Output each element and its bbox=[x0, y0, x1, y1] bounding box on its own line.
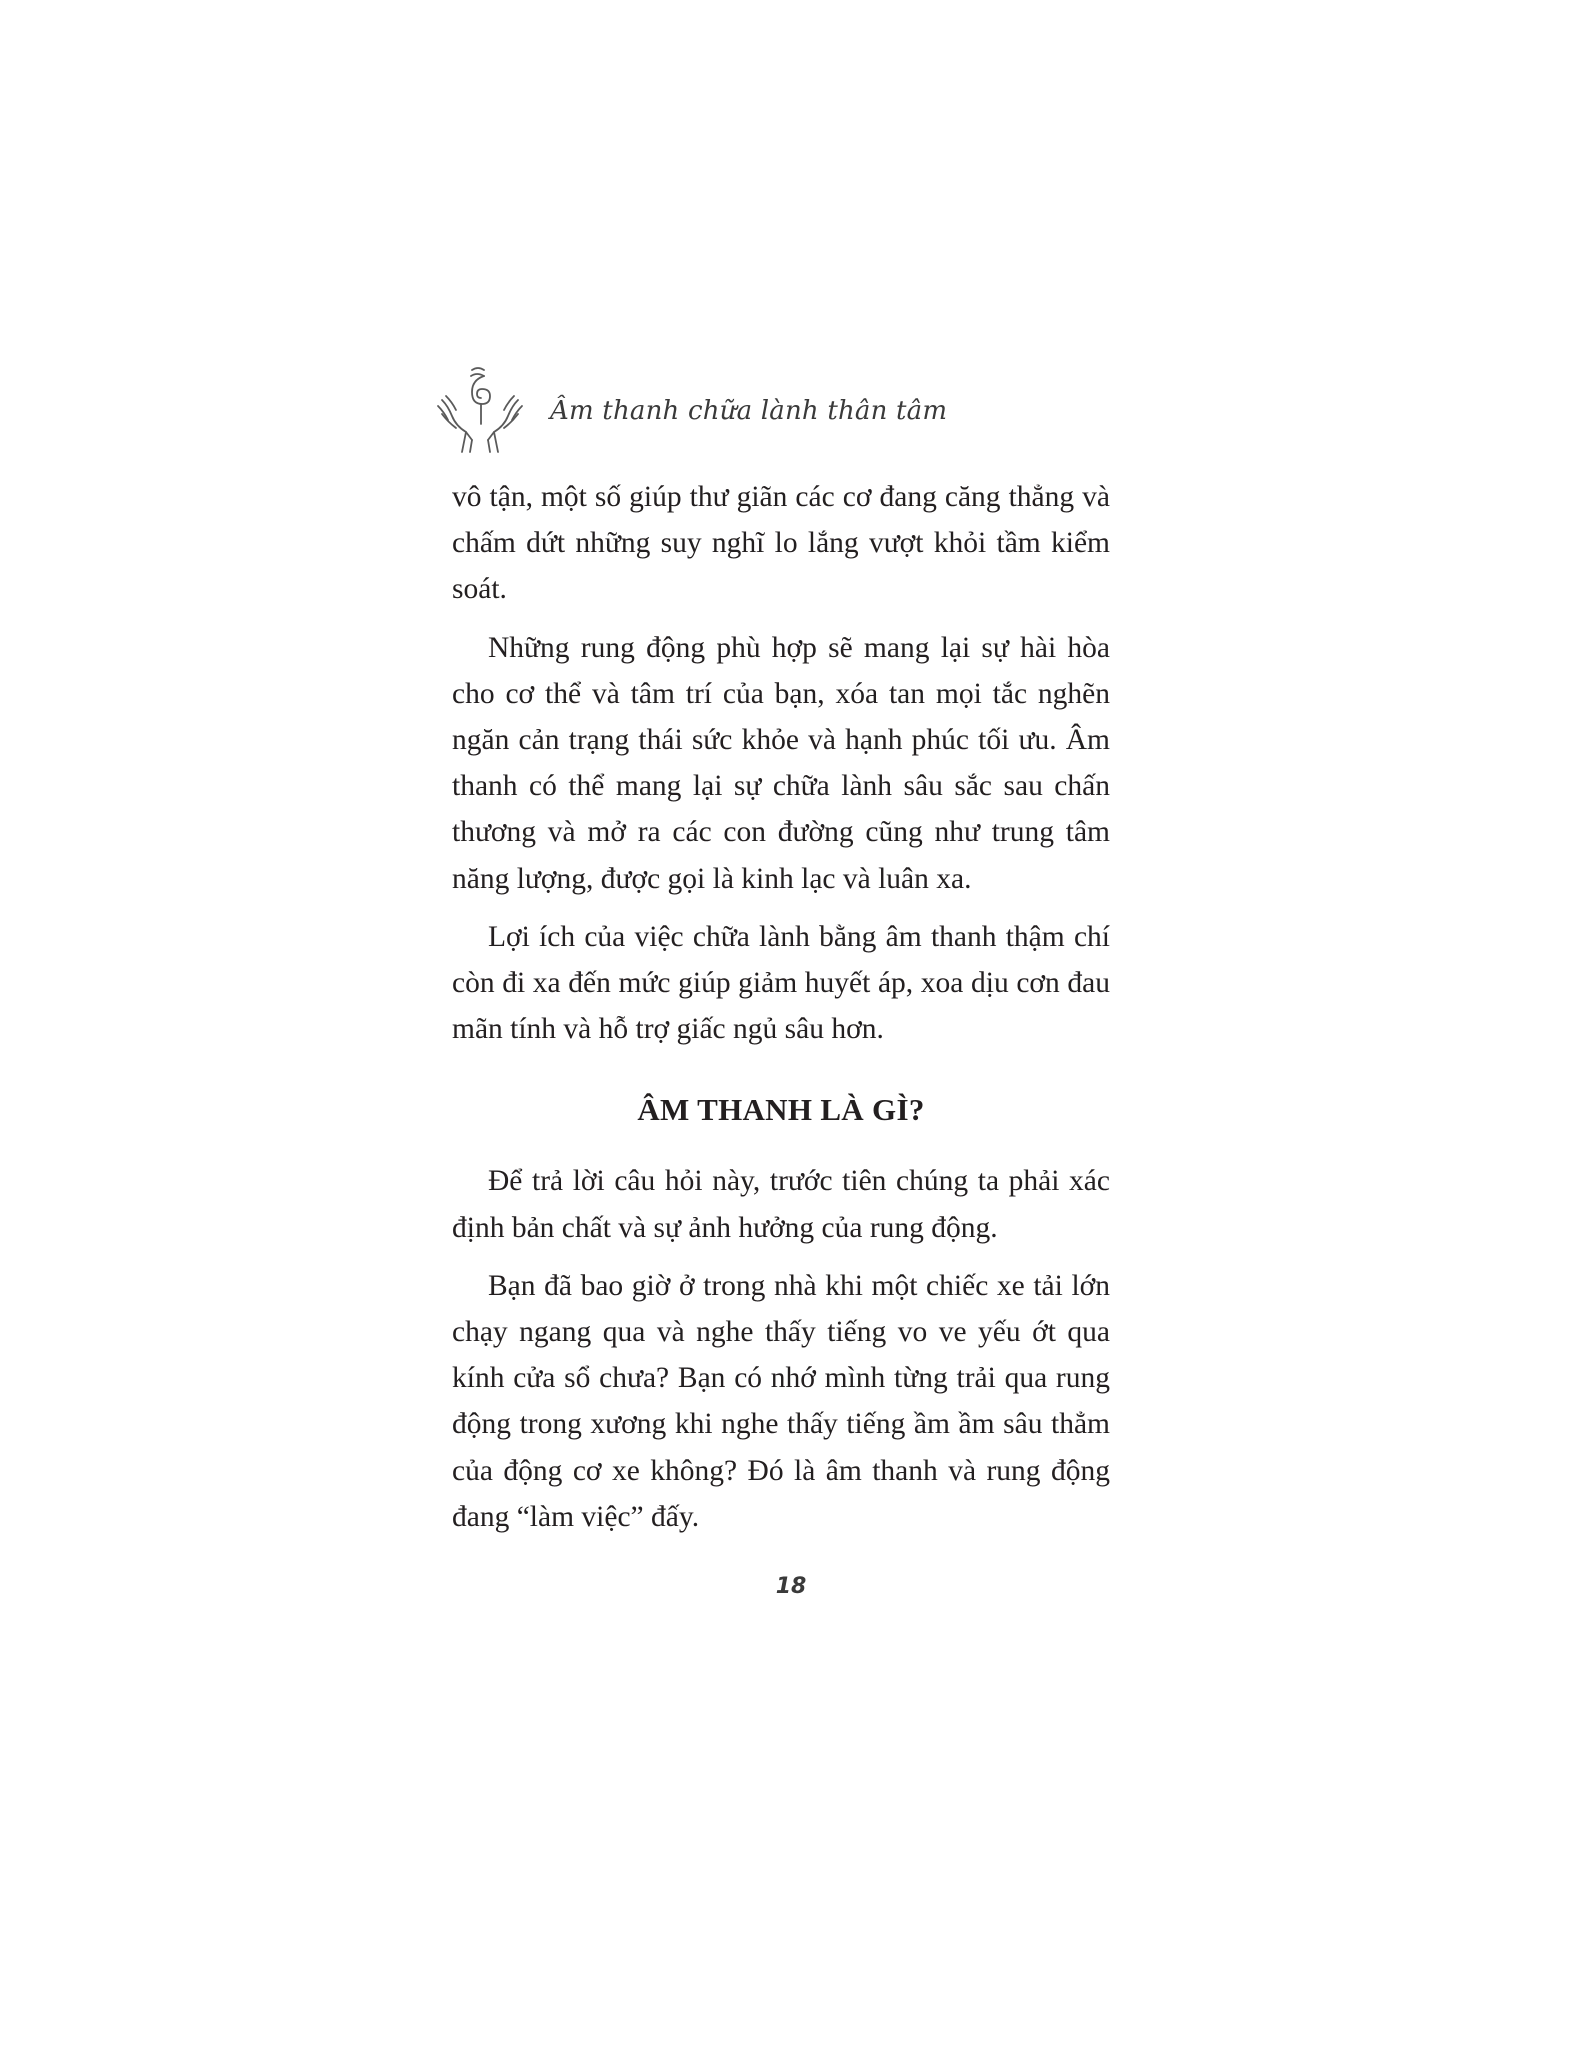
paragraph: Lợi ích của việc chữa lành bằng âm thanh thậm chí còn đi xa đến mức giúp giảm huyết áp, xoa dịu cơn đau mãn tính và hỗ trợ giấc ngủ sâu hơn. bbox=[452, 920, 1110, 1046]
body-text bbox=[452, 474, 1110, 1540]
section-heading: ÂM THANH LÀ GÌ? bbox=[637, 1092, 925, 1128]
paragraph-continued: vô tận, một số giúp thư giãn các cơ đang căng thẳng và chấm dứt những suy nghĩ lo lắng vượt khỏi tầm kiểm soát. bbox=[452, 481, 1110, 606]
running-header bbox=[432, 362, 1132, 462]
running-header-title: Âm thanh chữa lành thân tâm bbox=[550, 396, 948, 426]
paragraph: Để trả lời câu hỏi này, trước tiên chúng ta phải xác định bản chất và sự ảnh hưởng của rung động. bbox=[452, 1165, 1110, 1244]
paragraph: Bạn đã bao giờ ở trong nhà khi một chiếc xe tải lớn chạy ngang qua và nghe thấy tiếng vo ve yếu ớt qua kính cửa sổ chưa? Bạn có nhớ mình từng trải qua rung động trong xương khi nghe thấy tiếng ầm ầm sâu thẳm của động cơ xe không? Đó là âm thanh và rung động đang “làm việc” đấy. bbox=[452, 1269, 1110, 1533]
paragraph: Những rung động phù hợp sẽ mang lại sự hài hòa cho cơ thể và tâm trí của bạn, xóa tan mọi tắc nghẽn ngăn cản trạng thái sức khỏe và hạnh phúc tối ưu. Âm thanh có thể mang lại sự chữa lành sâu sắc sau chấn thương và mở ra các con đường cũng như trung tâm năng lượng, được gọi là kinh lạc và luân xa. bbox=[452, 631, 1110, 895]
healing-hands-spiral-icon bbox=[432, 362, 528, 454]
page-number: 18 bbox=[775, 1574, 807, 1599]
